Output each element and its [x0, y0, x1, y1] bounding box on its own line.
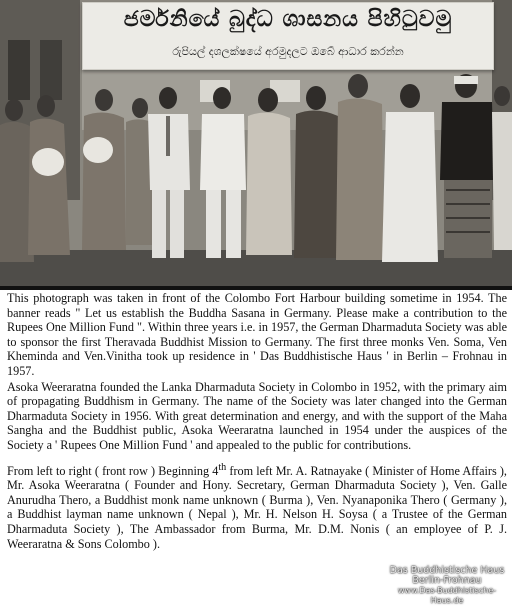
caption-paragraph-3: [7, 461, 507, 552]
caption-paragraph-3-lead: From left to right ( front row ) Beginning 4: [7, 463, 219, 478]
caption-paragraph-2: Asoka Weeraratna founded the Lanka Dharmaduta Society in Colombo in 1952, with the primary aim of propagating Buddhism in Germany. The name of the Society was later changed into the German Dharmaduta Society in 1956. With great determination and energy, and with the support of the Maha Sangha and the Buddhist public, Asoka Weeraratna launched in 1954 under the auspices of the Society a ' Rupees One Million Fund ' and appealed to the public for contributions.: [7, 379, 507, 452]
ordinal-suffix: th: [218, 461, 227, 473]
caption-text: [7, 291, 507, 552]
caption-paragraph-1: This photograph was taken in front of the Colombo Fort Harbour building sometime in 1954. The banner reads " Let us establish the Buddha Sasana in Germany. Please make a contribution to the Rupees One Million Fund ". Within three years i.e. in 1957, the German Dharmaduta Society was able to sponsor the first Theravada Buddhist Mission to Germany. The first three monks Ven. Soma, Ven Kheminda and Ven.Vinitha took up residence in ' Das Buddhistische Haus ' in Berlin – Frohnau in 1957.: [7, 291, 507, 378]
photo-banner: [82, 2, 494, 70]
banner-headline: ජර්මනියේ බුද්ධ ශාසනය පිහිටුවමු: [123, 7, 453, 32]
historical-photograph: [0, 0, 512, 286]
banner-subline: රුපියල් දශලක්ෂයේ අරමුදලට ඔබේ ආධාර කරන්න: [172, 45, 404, 58]
watermark-line-1: Das Buddhistische Haus: [389, 565, 505, 576]
watermark-line-2: Berlin-Frohnau: [412, 575, 482, 586]
watermark-url: www.Das-Buddhistische-Haus.de: [397, 586, 497, 605]
caption-paragraph-3-rest: from left Mr. A. Ratnayake ( Minister of Home Affairs ), Mr. Asoka Weeraratna ( Founder and Hony. Secretary, German Dharmaduta Society ), Ven. Galle Anurudha Thero, a Buddhist monk name unknown ( Burma ), Ven. Nyanaponika Thero ( Germany ), a Buddhist layman name unknown ( Nepal ), Mr. H. Nelson H. Soysa ( a Trustee of the German Dharmaduta Society ), The Ambassador from Burma, Mr. D.M. Nonis ( an employee of P. J. Weeraratna & Sons Colombo ).: [7, 463, 507, 551]
photo-divider: [0, 286, 512, 290]
watermark: [383, 566, 511, 606]
